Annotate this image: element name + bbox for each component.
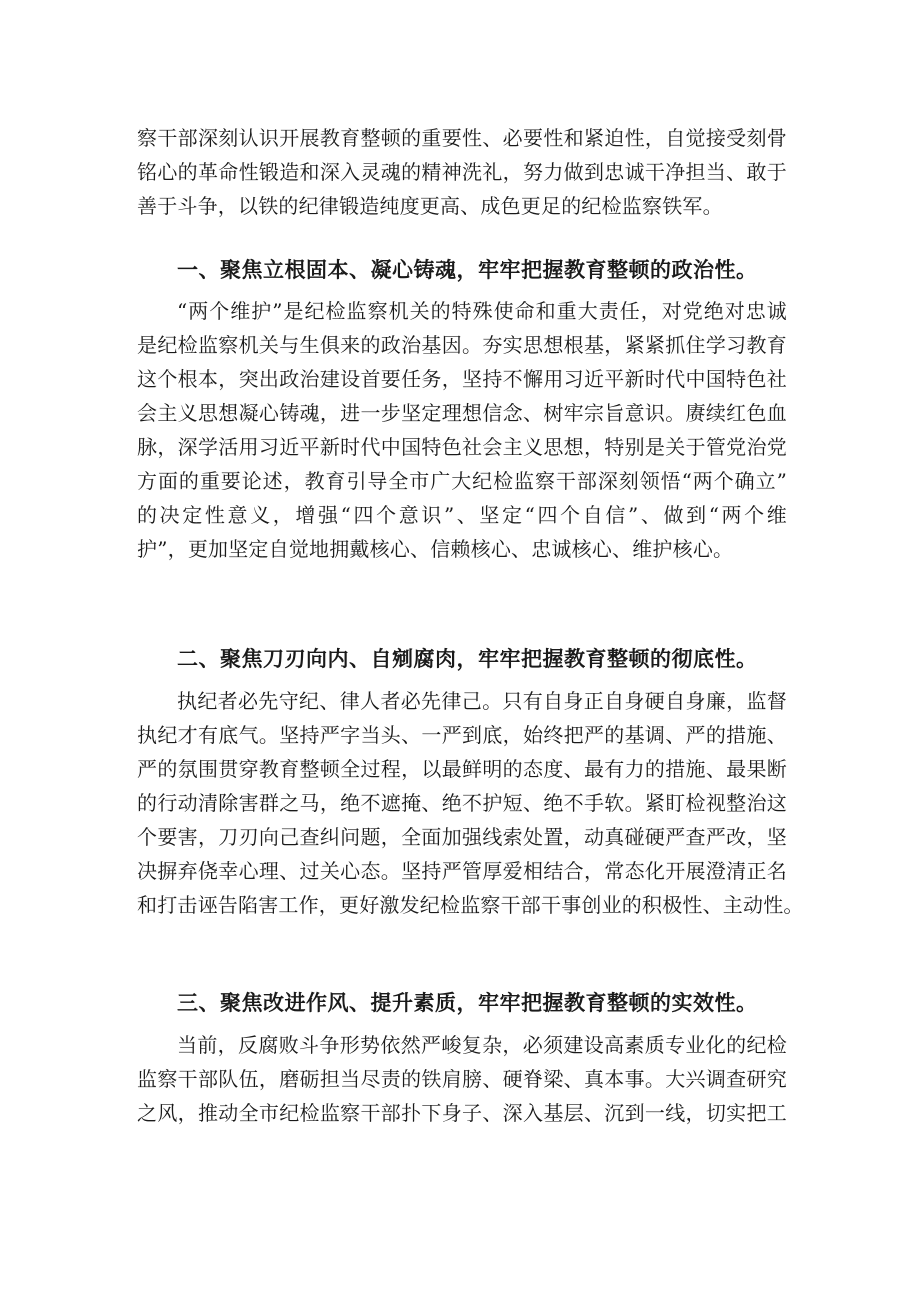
paragraph-line: 的决定性意义，增强“四个意识”、坚定“四个自信”、做到“两个维 — [137, 503, 787, 527]
paragraph-line: 这个根本，突出政治建设首要任务，坚持不懈用习近平新时代中国特色社 — [137, 367, 787, 391]
paragraph-line: 脉，深学活用习近平新时代中国特色社会主义思想，特别是关于管党治党 — [137, 435, 787, 459]
paragraph-line: 之风，推动全市纪检监察干部扑下身子、深入基层、沉到一线，切实把工 — [137, 1101, 787, 1125]
paragraph-line: 个要害，刀刃向己查纠问题，全面加强线索处置，动真碰硬严查严改，坚 — [137, 825, 787, 849]
section-1-paragraph — [137, 294, 787, 566]
section-heading-2: 二、聚焦刀刃向内、自剜腐肉，牢牢把握教育整顿的彻底性。 — [177, 647, 758, 671]
section-3-paragraph — [137, 1028, 787, 1130]
paragraph-line: 铭心的革命性锻造和深入灵魂的精神洗礼，努力做到忠诚干净担当、敢于 — [137, 160, 787, 184]
paragraph-line: 会主义思想凝心铸魂，进一步坚定理想信念、树牢宗旨意识。赓续红色血 — [137, 401, 787, 425]
paragraph-line: 当前，反腐败斗争形势依然严峻复杂，必须建设高素质专业化的纪检 — [177, 1033, 787, 1057]
paragraph-line: 执纪者必先守纪、律人者必先律己。只有自身正自身硬自身廉，监督 — [177, 689, 787, 713]
paragraph-line: 监察干部队伍，磨砺担当尽责的铁肩膀、硬脊梁、真本事。大兴调查研究 — [137, 1067, 787, 1091]
intro-paragraph — [137, 121, 787, 223]
section-heading-3: 三、聚焦改进作风、提升素质，牢牢把握教育整顿的实效性。 — [177, 991, 758, 1015]
paragraph-line: 察干部深刻认识开展教育整顿的重要性、必要性和紧迫性，自觉接受刻骨 — [137, 126, 787, 150]
section-2-paragraph — [137, 684, 804, 922]
paragraph-line: 的行动清除害群之马，绝不遮掩、绝不护短、绝不手软。紧盯检视整治这 — [137, 791, 787, 815]
paragraph-line: 决摒弃侥幸心理、过关心态。坚持严管厚爱相结合，常态化开展澄清正名 — [137, 859, 787, 883]
paragraph-line: “两个维护”是纪检监察机关的特殊使命和重大责任，对党绝对忠诚 — [177, 299, 787, 323]
paragraph-line: 护”，更加坚定自觉地拥戴核心、信赖核心、忠诚核心、维护核心。 — [137, 537, 734, 561]
paragraph-line: 方面的重要论述，教育引导全市广大纪检监察干部深刻领悟“两个确立” — [137, 469, 787, 493]
section-heading-1: 一、聚焦立根固本、凝心铸魂，牢牢把握教育整顿的政治性。 — [177, 258, 758, 282]
paragraph-line: 和打击诬告陷害工作，更好激发纪检监察干部干事创业的积极性、主动性。 — [137, 893, 804, 917]
paragraph-line: 执纪才有底气。坚持严字当头、一严到底，始终把严的基调、严的措施、 — [137, 723, 787, 747]
paragraph-line: 严的氛围贯穿教育整顿全过程，以最鲜明的态度、最有力的措施、最果断 — [137, 757, 787, 781]
paragraph-line: 是纪检监察机关与生俱来的政治基因。夯实思想根基，紧紧抓住学习教育 — [137, 333, 787, 357]
paragraph-line: 善于斗争，以铁的纪律锻造纯度更高、成色更足的纪检监察铁军。 — [137, 194, 723, 218]
